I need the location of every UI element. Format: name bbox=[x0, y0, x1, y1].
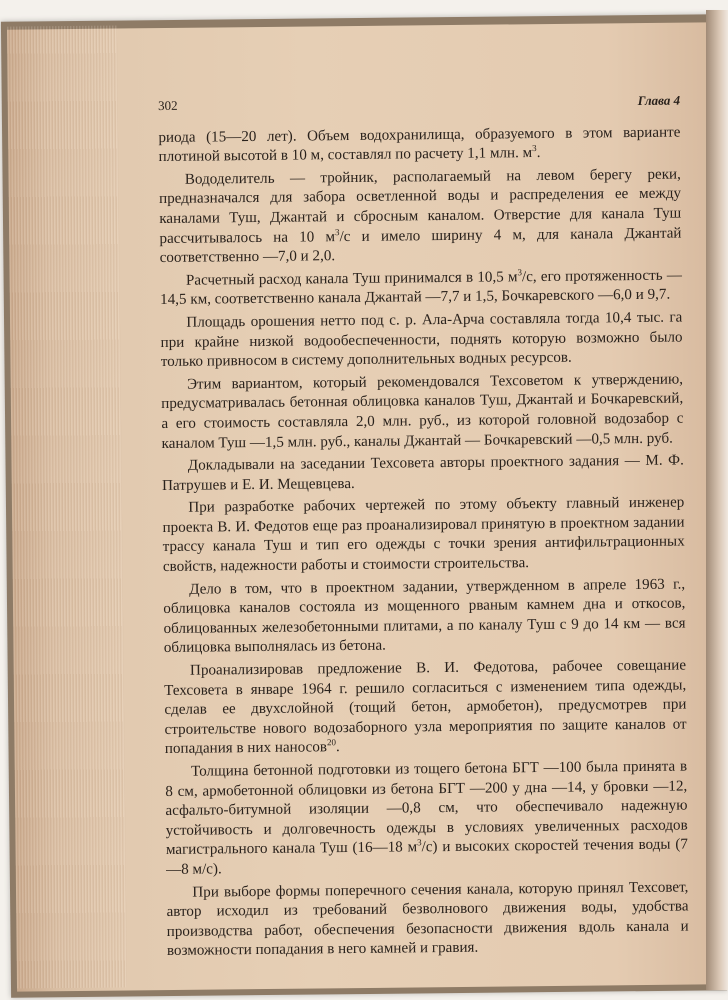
page-content bbox=[158, 91, 689, 965]
paragraph-4: Этим вариантом, который рекомендовался Техсоветом к утверждению, предусматривалась бетонная облицовка каналов Туш, Джантай и Бочкаревский, а его стоимость составляла 2,0 млн. руб., из которой головной водозабор с каналом Туш —1,5 млн. руб., каналы Джантай — Бочкаревский —0,5 млн. руб. bbox=[161, 371, 684, 452]
paragraph-1: Вододелитель — тройник, располагаемый на левом берегу реки, предназначался для забора осветленной воды и распределения ее между каналами Туш, Джантай и сбросным каналом. Отверстие для канала Туш рассчитывалось на 10 $м^3/с$ и имело ширину 4 м, для канала Джантай соответственно —7,0 и 2,0. bbox=[158, 166, 682, 267]
page-number: 302 bbox=[158, 97, 178, 113]
paragraph-0: риода (15—20 лет). Объем водохранилища, образуемого в этом варианте плотиной высотой в 10 м, составлял по расчету 1,1 млн. $м^3$. bbox=[158, 124, 681, 166]
paragraph-8: Проанализировав предложение В. И. Федотова, рабочее совещание Техсовета в январе 1964 г. решило согласиться с изменением типа одежды, сделав ее двухслойной (тощий бетон, армобетон), предусмотрев при строительстве нового водозаборного узла мероприятия по защите каналов от попадания в них наносов$^{20}$. bbox=[164, 657, 687, 758]
chapter-title: Глава 4 bbox=[637, 92, 681, 108]
page-stack-edge bbox=[7, 25, 127, 988]
paragraph-10: При выборе формы поперечного сечения канала, которую принял Техсовет, автор исходил из требований безволнового движения воды, удобства производства работ, обеспечения безопасности движения вдоль канала и возможности попадания в него камней и гравия. bbox=[166, 879, 689, 960]
paragraph-2: Расчетный расход канала Туш принимался в 10,5 $м^3/с$, его протяженность —14,5 км, соответственно канала Джантай —7,7 и 1,5, Бочкаревского —6,0 и 9,7. bbox=[160, 266, 682, 309]
paragraph-9: Толщина бетонной подготовки из тощего бетона БГТ —100 была принята в 8 см, армобетонной облицовки из бетона БГТ —200 у дна —14, у бровки —12, асфальто-битумной изоляции —0,8 см, что обеспечивало надежную устойчивость и долговечность одежды в условиях увеличенных расходов магистрального канала Туш (16—18 $м^3/с$) и высоких скоростей течения воды (7—8 м/с). bbox=[165, 758, 688, 878]
paragraph-3: Площадь орошения нетто под с. р. Ала-Арча составляла тогда 10,4 тыс. га при крайне низкой водообеспеченности, поднять которую возможно было только привносом в систему дополнительных водных ресурсов. bbox=[160, 309, 683, 371]
right-page-edge bbox=[706, 10, 728, 990]
running-header bbox=[158, 91, 680, 116]
paragraph-6: При разработке рабочих чертежей по этому объекту главный инженер проекта В. И. Федотов еще раз проанализировал принятую в проектном задании трассу канала Туш и тип его одежды с точки зрения антифильтрационных свойств, надежности работы и стоимости строительства. bbox=[162, 494, 685, 576]
paragraph-7: Дело в том, что в проектном задании, утвержденном в апреле 1963 г., облицовка каналов состояла из мощенного рваным камнем дна и откосов, облицованных железобетонными плитами, а по каналу Туш с 9 до 14 км — вся облицовка выполнялась из бетона. bbox=[163, 576, 686, 657]
paragraph-5: Докладывали на заседании Техсовета авторы проектного задания — М. Ф. Патрушев и Е. И. Мещевцева. bbox=[161, 452, 684, 494]
